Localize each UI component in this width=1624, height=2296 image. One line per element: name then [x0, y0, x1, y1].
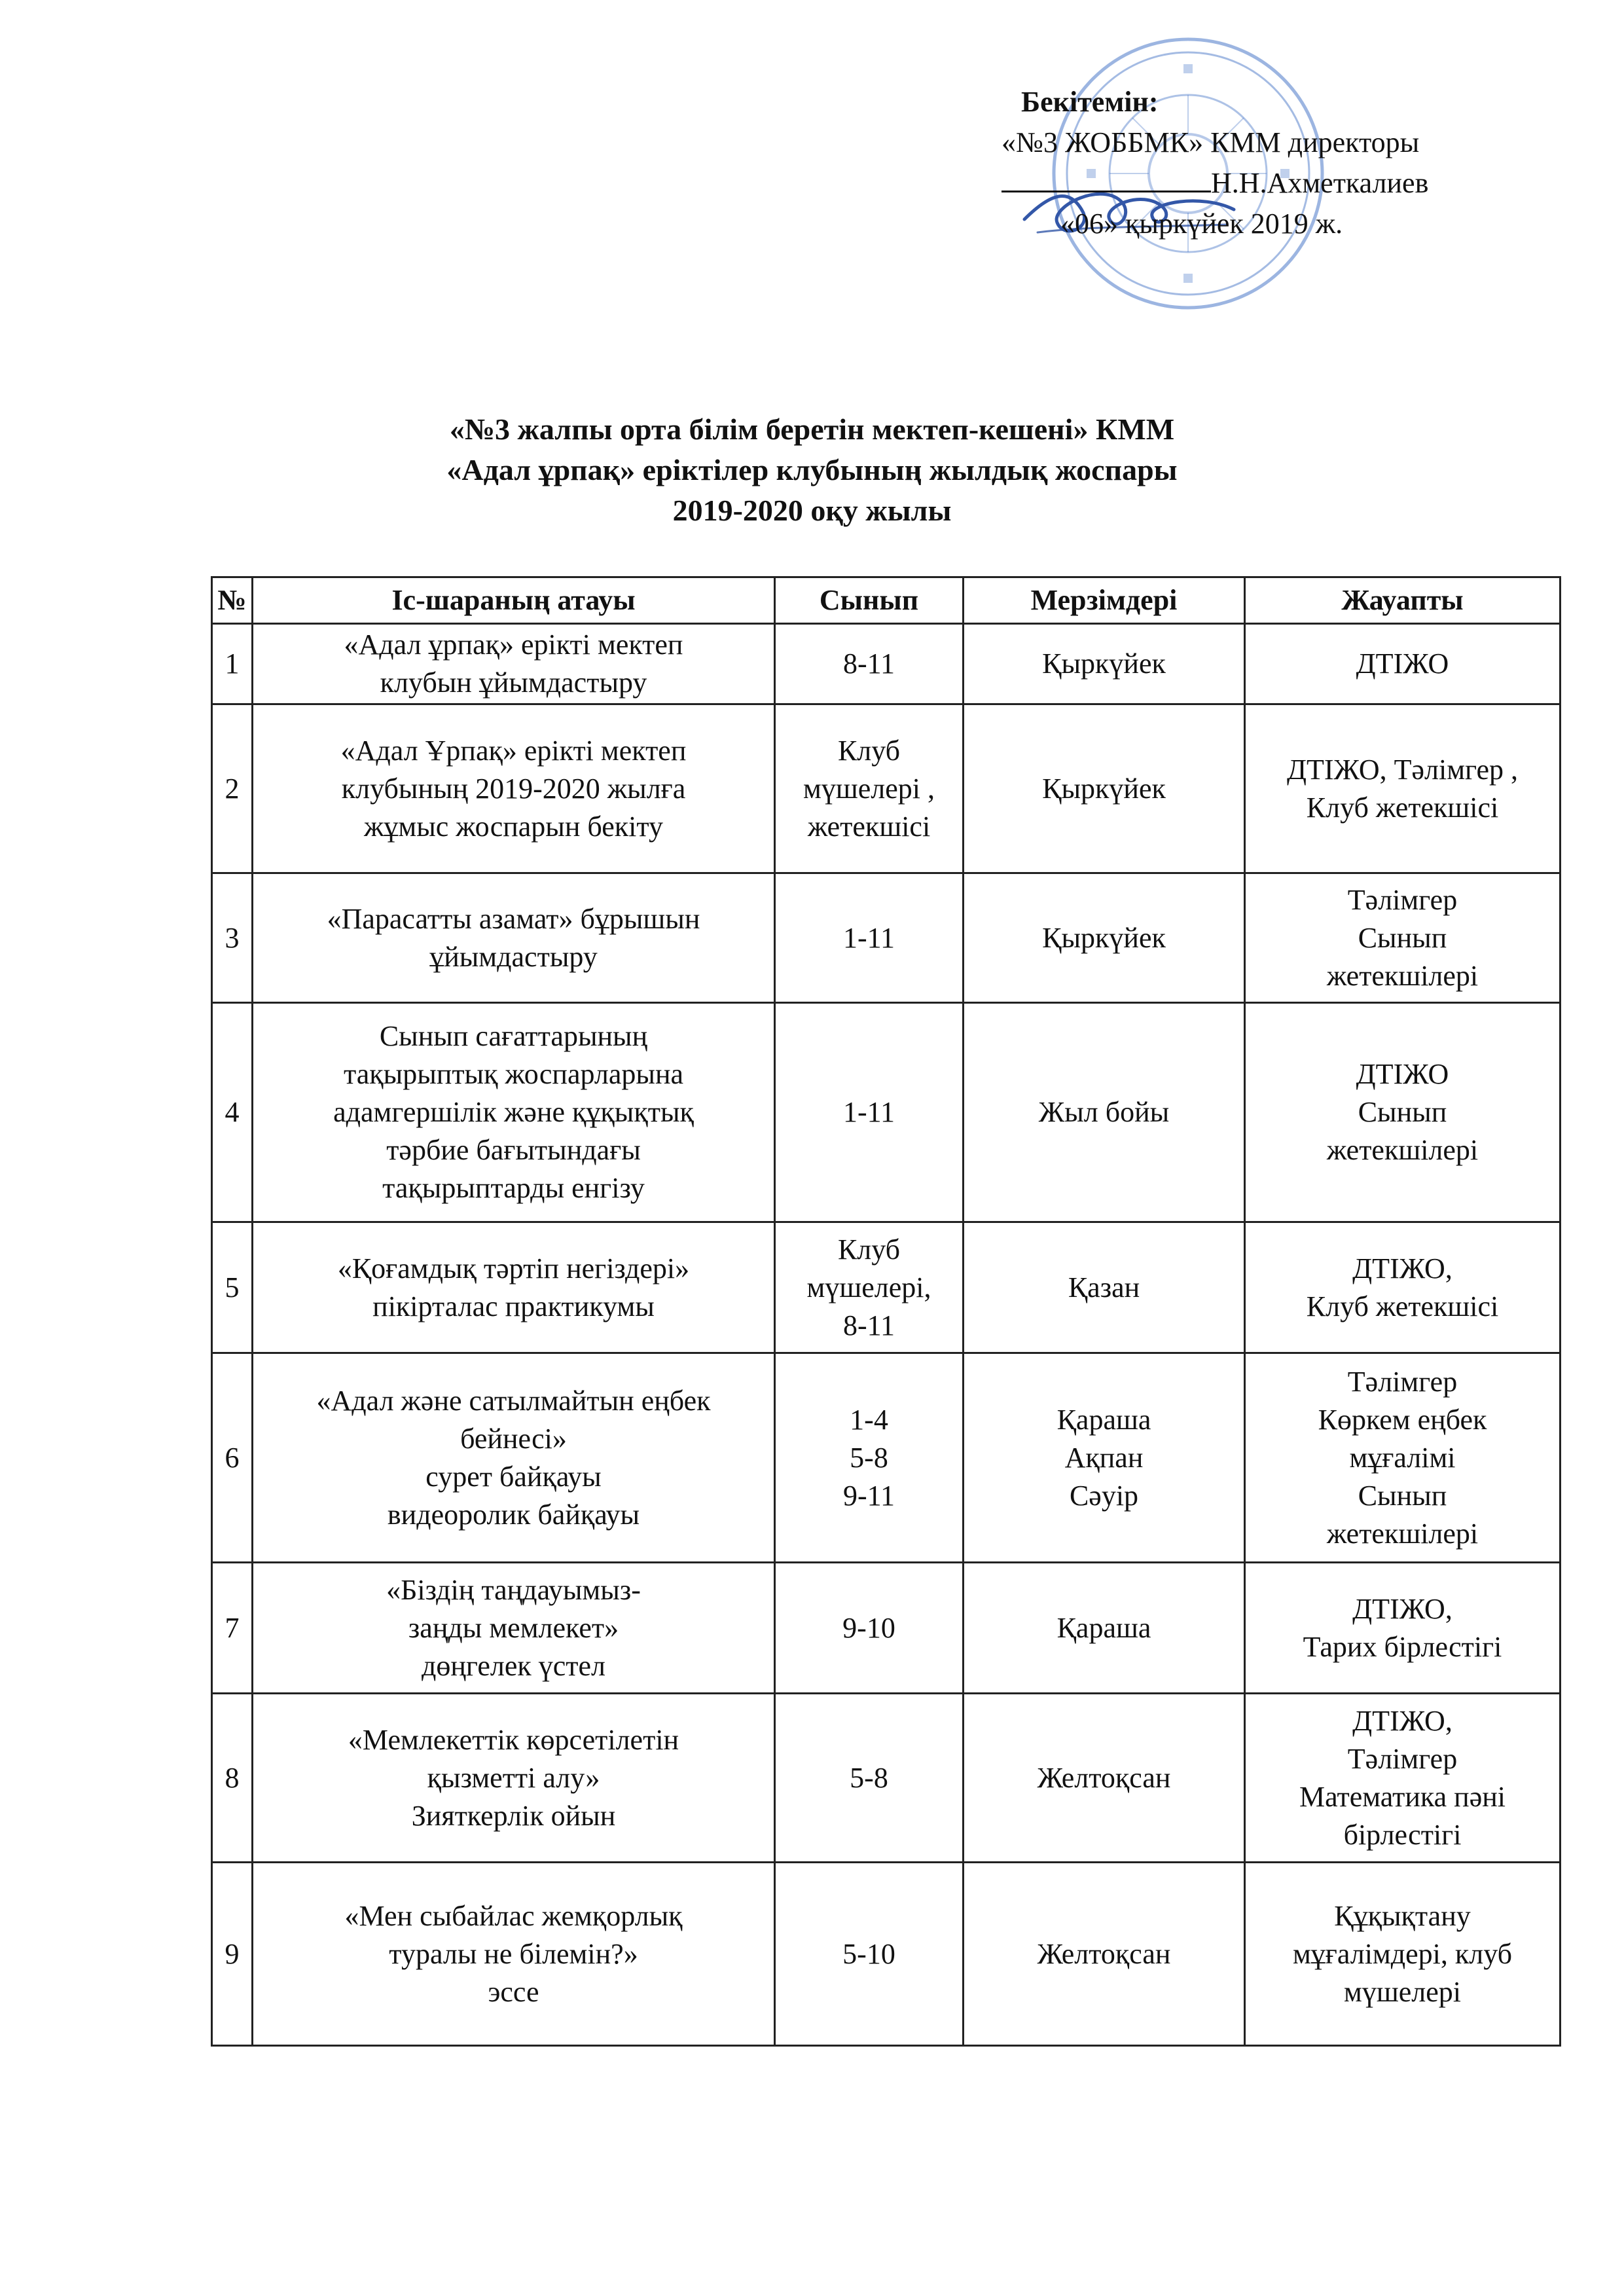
row-event: «Адал және сатылмайтын еңбек бейнесі» сурет байқауы видеоролик байқауы: [253, 1353, 775, 1563]
row-term: Қараша: [964, 1563, 1245, 1694]
title-line-1: «№3 жалпы орта білім беретін мектеп-кешені» КММ: [449, 412, 1175, 446]
row-term: Қазан: [964, 1222, 1245, 1353]
row-event: «Адал Ұрпақ» ерікті мектеп клубының 2019-2020 жылға жұмыс жоспарын бекіту: [253, 704, 775, 873]
row-number: 2: [212, 704, 253, 873]
row-event: «Біздің таңдауымыз- заңды мемлекет» дөңгелек үстел: [253, 1563, 775, 1694]
document-title: [0, 409, 1624, 531]
row-event: «Мен сыбайлас жемқорлық туралы не білемін?» эссе: [253, 1863, 775, 2046]
table-row: [212, 1353, 1561, 1563]
row-term: Жыл бойы: [964, 1003, 1245, 1222]
signature-blank: [1001, 164, 1211, 192]
approval-date: «06» қыркүйек 2019 ж.: [1060, 208, 1343, 240]
row-number: 9: [212, 1863, 253, 2046]
table-row: [212, 873, 1561, 1003]
row-term: Желтоқсан: [964, 1863, 1245, 2046]
row-term: Қараша Ақпан Сәуір: [964, 1353, 1245, 1563]
table-row: [212, 1222, 1561, 1353]
approval-block: [1001, 82, 1591, 244]
row-responsible: ДТІЖО, Тәлімгер , Клуб жетекшісі: [1245, 704, 1561, 873]
row-responsible: Құқықтану мұғалімдері, клуб мүшелері: [1245, 1863, 1561, 2046]
row-responsible: ДТІЖО, Тәлімгер Математика пәні бірлестігі: [1245, 1694, 1561, 1863]
table-row: [212, 624, 1561, 704]
title-line-2: «Адал ұрпақ» еріктілер клубының жылдық жоспары: [446, 453, 1178, 486]
row-number: 7: [212, 1563, 253, 1694]
row-event: «Парасатты азамат» бұрышын ұйымдастыру: [253, 873, 775, 1003]
row-grade: 1-4 5-8 9-11: [775, 1353, 964, 1563]
row-event: «Қоғамдық тәртіп негіздері» пікірталас практикумы: [253, 1222, 775, 1353]
table-row: [212, 1863, 1561, 2046]
row-event: «Мемлекеттік көрсетілетін қызметті алу» Зияткерлік ойын: [253, 1694, 775, 1863]
table-row: [212, 1694, 1561, 1863]
row-responsible: ДТІЖО, Тарих бірлестігі: [1245, 1563, 1561, 1694]
approval-signature-line: [1001, 163, 1591, 204]
table-row: [212, 1003, 1561, 1222]
title-line-3: 2019-2020 оқу жылы: [672, 494, 952, 527]
table-row: [212, 1563, 1561, 1694]
row-term: Қыркүйек: [964, 873, 1245, 1003]
row-number: 6: [212, 1353, 253, 1563]
header-responsible: Жауапты: [1245, 577, 1561, 624]
row-grade: 9-10: [775, 1563, 964, 1694]
row-responsible: ДТІЖО Сынып жетекшілері: [1245, 1003, 1561, 1222]
row-event: «Адал ұрпақ» ерікті мектеп клубын ұйымдастыру: [253, 624, 775, 704]
row-term: Қыркүйек: [964, 624, 1245, 704]
header-grade: Сынып: [775, 577, 964, 624]
row-grade: 8-11: [775, 624, 964, 704]
header-number: №: [212, 577, 253, 624]
row-number: 5: [212, 1222, 253, 1353]
row-number: 3: [212, 873, 253, 1003]
row-number: 1: [212, 624, 253, 704]
row-event: Сынып сағаттарының тақырыптық жоспарларына адамгершілік және құқықтық тәрбие бағытындағы тақырыптарды енгізу: [253, 1003, 775, 1222]
row-responsible: Тәлімгер Көркем еңбек мұғалімі Сынып жетекшілері: [1245, 1353, 1561, 1563]
row-grade: 1-11: [775, 1003, 964, 1222]
row-number: 8: [212, 1694, 253, 1863]
row-grade: Клуб мүшелері, 8-11: [775, 1222, 964, 1353]
row-responsible: ДТІЖО: [1245, 624, 1561, 704]
row-grade: Клуб мүшелері , жетекшісі: [775, 704, 964, 873]
row-responsible: Тәлімгер Сынып жетекшілері: [1245, 873, 1561, 1003]
approval-label: Бекітемін:: [1021, 86, 1159, 118]
row-grade: 1-11: [775, 873, 964, 1003]
row-number: 4: [212, 1003, 253, 1222]
approval-position: «№3 ЖОББМК» КММ директоры: [1001, 126, 1420, 158]
row-responsible: ДТІЖО, Клуб жетекшісі: [1245, 1222, 1561, 1353]
header-term: Мерзімдері: [964, 577, 1245, 624]
plan-table: [211, 576, 1561, 2047]
approval-name: Н.Н.Ахметкалиев: [1211, 167, 1429, 199]
header-event: Іс-шараның атауы: [253, 577, 775, 624]
row-grade: 5-10: [775, 1863, 964, 2046]
table-header-row: [212, 577, 1561, 624]
row-grade: 5-8: [775, 1694, 964, 1863]
row-term: Желтоқсан: [964, 1694, 1245, 1863]
table-row: [212, 704, 1561, 873]
row-term: Қыркүйек: [964, 704, 1245, 873]
